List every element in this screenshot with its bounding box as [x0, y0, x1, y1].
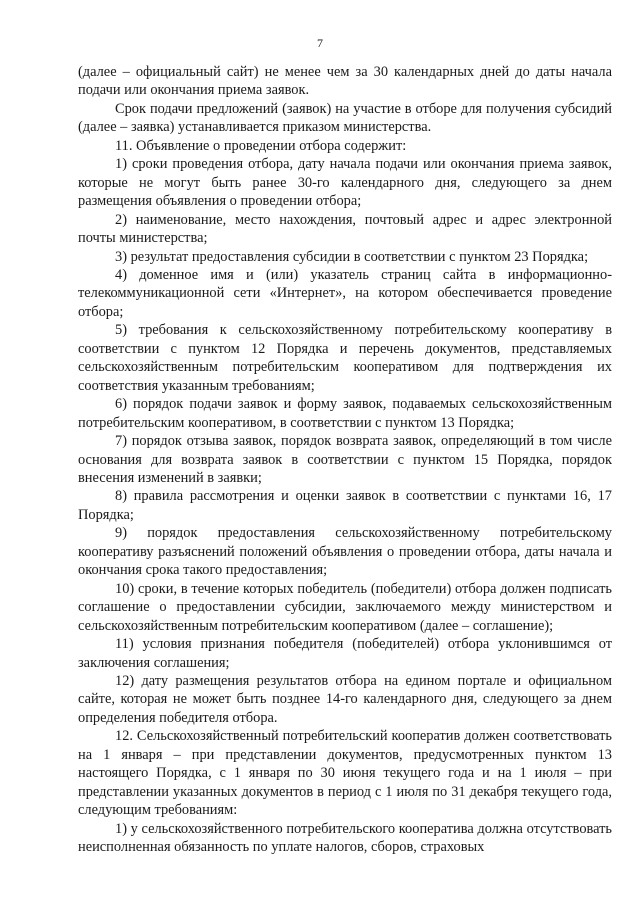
- paragraph: 2) наименование, место нахождения, почтовый адрес и адрес электронной почты министерства;: [78, 211, 612, 247]
- paragraph: 11) условия признания победителя (победителей) отбора уклонившимся от заключения соглашения;: [78, 636, 612, 671]
- paragraph: 4) доменное имя и (или) указатель страниц сайта в информационно-телекоммуникационной сети «Интернет», на котором обеспечивается проведение отбора;: [78, 266, 612, 320]
- paragraph: 8) правила рассмотрения и оценки заявок в соответствии с пунктами 16, 17 Порядка;: [78, 488, 612, 523]
- paragraph: 11. Объявление о проведении отбора содержит:: [115, 137, 407, 154]
- paragraph: 9) порядок предоставления сельскохозяйственному потребительскому кооперативу разъяснений положений объявления о проведении отбора, даты начала и окончания срока такого предоставления;: [78, 525, 612, 579]
- paragraph: 3) результат предоставления субсидии в соответствии с пунктом 23 Порядка;: [115, 248, 589, 265]
- paragraph: 10) сроки, в течение которых победитель (победители) отбора должен подписать соглашение о предоставлении субсидии, заключаемого между министерством и сельскохозяйственным потребительским кооперативом (далее – соглашение);: [78, 580, 612, 634]
- paragraph: 1) у сельскохозяйственного потребительского кооператива должна отсутствовать неисполненная обязанность по уплате налогов, сборов, страховых: [78, 820, 612, 856]
- paragraph: Срок подачи предложений (заявок) на участие в отборе для получения субсидий (далее – заявка) устанавливается приказом министерства.: [78, 100, 612, 136]
- paragraph: 12) дату размещения результатов отбора на едином портале и официальном сайте, которая не может быть позднее 14-го календарного дня, следующего за днем определения победителя отбора.: [78, 672, 612, 726]
- paragraph: 7) порядок отзыва заявок, порядок возврата заявок, определяющий в том числе основания для возврата заявок в соответствии с пунктом 15 Порядка, порядок внесения изменений в заявки;: [78, 433, 612, 486]
- paragraph: 5) требования к сельскохозяйственному потребительскому кооперативу в соответствии с пунктом 12 Порядка и перечень документов, представляемых сельскохозяйственным потребительским кооперативом для подтверждения их соответствия указанным требованиям;: [78, 322, 612, 394]
- paragraph: (далее – официальный сайт) не менее чем за 30 календарных дней до даты начала подачи или окончания приема заявок.: [78, 64, 612, 99]
- paragraph: 12. Сельскохозяйственный потребительский кооператив должен соответствовать на 1 января – при представлении документов, предусмотренных пунктом 13 настоящего Порядка, с 1 января по 30 июня текущего года и на 1 июля – при представлении указанных документов в период с 1 июля по 31 декабря текущего года, следующим требованиям:: [78, 728, 612, 819]
- paragraph: 1) сроки проведения отбора, дату начала подачи или окончания приема заявок, которые не могут быть ранее 30-го календарного дня, следующего за днем размещения объявления о проведении отбора;: [78, 156, 612, 210]
- document-body: [78, 63, 612, 856]
- page-number: 7: [317, 36, 323, 50]
- paragraph: 6) порядок подачи заявок и форму заявок, подаваемых сельскохозяйственным потребительским кооперативом, в соответствии с пунктом 13 Порядка;: [78, 396, 612, 431]
